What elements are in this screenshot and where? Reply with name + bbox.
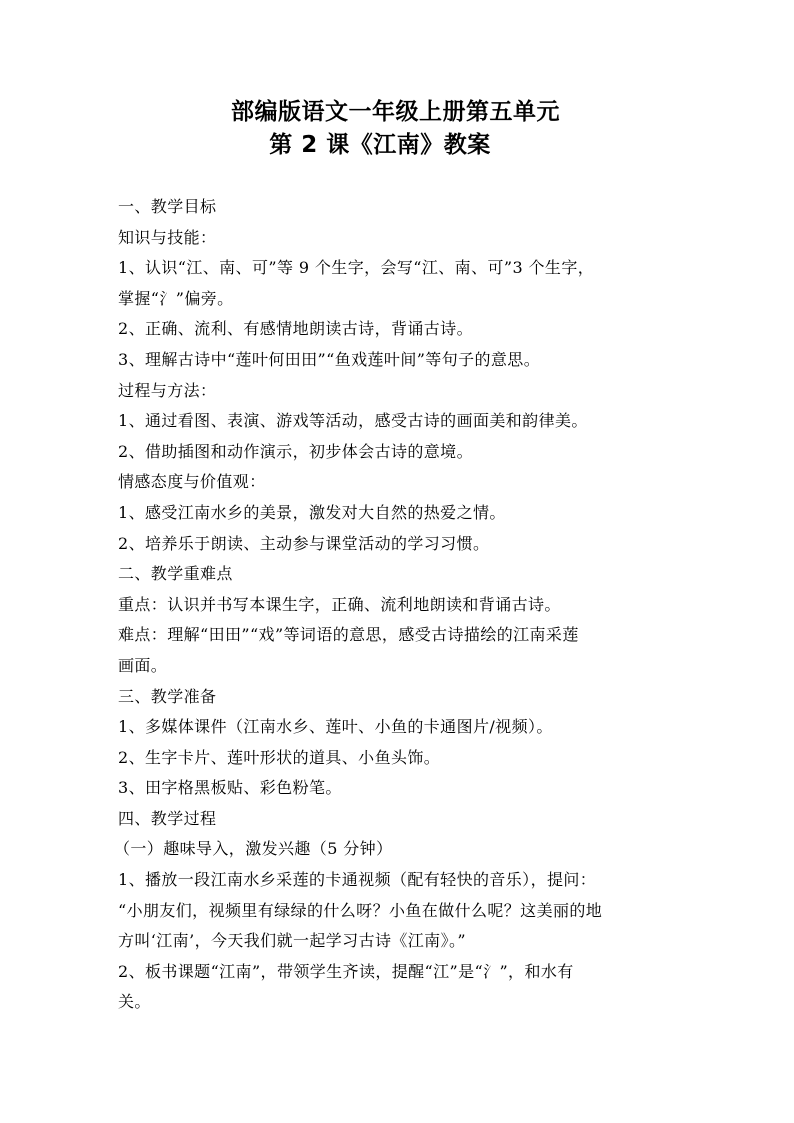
paragraph-line: 2、正确、流利、有感情地朗读古诗，背诵古诗。 bbox=[118, 319, 473, 339]
paragraph-line: 关。 bbox=[118, 992, 151, 1012]
paragraph-line: 1、认识“江、南、可”等 9 个生字，会写“江、南、可”3 个生字， bbox=[118, 258, 595, 278]
paragraph-line: 重点：认识并书写本课生字，正确、流利地朗读和背诵古诗。 bbox=[118, 594, 561, 614]
paragraph-line: 3、理解古诗中“莲叶何田田”“鱼戏莲叶间”等句子的意思。 bbox=[118, 349, 541, 369]
paragraph-line: 2、生字卡片、莲叶形状的道具、小鱼头饰。 bbox=[118, 747, 441, 767]
subheading-knowledge-skills: 知识与技能： bbox=[118, 227, 217, 247]
paragraph-line: 掌握“氵”偏旁。 bbox=[118, 288, 234, 308]
paragraph-line: 3、田字格黑板贴、彩色粉笔。 bbox=[118, 778, 342, 798]
paragraph-line: “小朋友们，视频里有绿绿的什么呀？小鱼在做什么呢？这美丽的地 bbox=[118, 900, 603, 920]
subheading-introduction: （一）趣味导入，激发兴趣（5 分钟） bbox=[114, 839, 393, 859]
title-line-2: 第 2 课《江南》教案 bbox=[269, 132, 491, 158]
paragraph-line: 2、板书课题“江南”，带领学生齐读，提醒“江”是“氵”，和水有 bbox=[118, 961, 574, 981]
document-title bbox=[0, 96, 794, 162]
paragraph-line: 1、感受江南水乡的美景，激发对大自然的热爱之情。 bbox=[118, 502, 506, 522]
paragraph-line: 2、培养乐于朗读、主动参与课堂活动的学习习惯。 bbox=[118, 533, 490, 553]
paragraph-line: 1、通过看图、表演、游戏等活动，感受古诗的画面美和韵律美。 bbox=[118, 411, 588, 431]
subheading-process-methods: 过程与方法： bbox=[118, 380, 217, 400]
section-heading-preparation: 三、教学准备 bbox=[118, 686, 217, 706]
paragraph-line: 2、借助插图和动作演示，初步体会古诗的意境。 bbox=[118, 441, 473, 461]
document-body bbox=[114, 192, 680, 1018]
paragraph-line: 1、多媒体课件（江南水乡、莲叶、小鱼的卡通图片/视频）。 bbox=[118, 717, 553, 737]
paragraph-line: 方叫‘江南’，今天我们就一起学习古诗《江南》。” bbox=[118, 931, 466, 951]
subheading-emotion-values: 情感态度与价值观： bbox=[118, 472, 266, 492]
section-heading-process: 四、教学过程 bbox=[118, 808, 217, 828]
title-line-1: 部编版语文一年级上册第五单元 bbox=[231, 99, 560, 125]
paragraph-line: 画面。 bbox=[118, 655, 168, 675]
section-heading-key-points: 二、教学重难点 bbox=[118, 564, 233, 584]
paragraph-line: 难点：理解“田田”“戏”等词语的意思，感受古诗描绘的江南采莲 bbox=[118, 625, 579, 645]
paragraph-line: 1、播放一段江南水乡采莲的卡通视频（配有轻快的音乐），提问： bbox=[118, 870, 597, 890]
section-heading-objectives: 一、教学目标 bbox=[118, 197, 217, 216]
